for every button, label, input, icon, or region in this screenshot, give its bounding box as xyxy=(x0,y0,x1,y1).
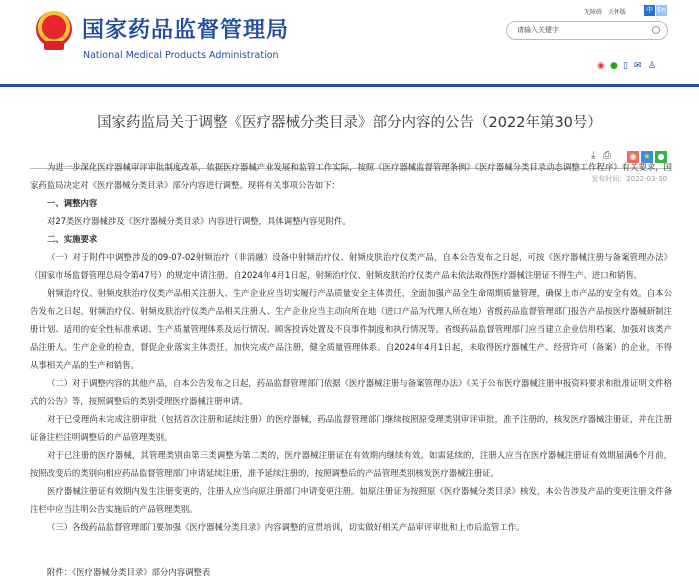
search-input[interactable] xyxy=(506,21,668,40)
download-icon[interactable]: ⤓ xyxy=(591,150,596,161)
national-emblem-logo[interactable] xyxy=(36,11,72,47)
section-heading: 一、调整内容 xyxy=(47,198,98,208)
wechat-icon[interactable]: ● xyxy=(610,61,618,71)
attachment-link[interactable]: 附件：《医疗器械分类目录》部分内容调整表 xyxy=(47,567,211,577)
section-heading: 二、实施要求 xyxy=(47,234,98,244)
accessibility-link[interactable]: 无障碍 xyxy=(584,9,603,16)
page-title: 国家药监局关于调整《医疗器械分类目录》部分内容的公告（2022年第30号） xyxy=(97,115,602,131)
mobile-icon[interactable]: ▯ xyxy=(623,61,628,71)
lang-en-button[interactable]: En xyxy=(657,6,666,14)
paragraph: 射频治疗仪、射频皮肤治疗仪类产品相关注册人、生产企业应当切实履行产品质量安全主体责任，全面加强产品全生命周期质量管理，确保上市产品的安全有效。自本公告发布之日起，射频治疗仪、射频皮肤治疗仪类产品相关注册人、生产企业应当主动向所在地（进口产品为代理人所在地）省级药品监督管理部门报告产品按医疗器械研制注册计划、适用的安全性标准承诺、生产质量管理体系及运行情况、顾客投诉处置及不良事件制度和执行情况等。省级药品监督管理部门应当建立企业信用档案，加强对该类产品注册人、生产企业的检查，督促企业落实主体责任，加快完成产品注册，健全质量管理体系。自2024年4月1日起，未取得医疗器械生产、经营许可（备案）的企业，不得从事相关产品的生产和销售。 xyxy=(30,288,672,370)
header-divider xyxy=(0,84,699,87)
user-icon[interactable]: ♙ xyxy=(648,61,657,71)
paragraph: 对于已受理尚未完成注册审批（包括首次注册和延续注册）的医疗器械，药品监督管理部门继续按照原受理类别审评审批，准予注册的，核发医疗器械注册证，并在注册证备注栏注明调整后的产品管理类别。 xyxy=(30,414,672,442)
paragraph: （三）各级药品监督管理部门要加强《医疗器械分类目录》内容调整的宣贯培训，切实做好相关产品审评审批和上市后监管工作。 xyxy=(47,522,525,532)
date-label: 发布时间： xyxy=(591,175,627,183)
search-placeholder: 请输入关键字 xyxy=(517,26,559,34)
site-name-en[interactable]: National Medical Products Administration xyxy=(83,50,279,61)
print-icon[interactable]: ⎙ xyxy=(603,150,611,161)
mail-icon[interactable]: ✉ xyxy=(634,61,642,71)
lang-cn-button[interactable]: 中 xyxy=(646,6,653,14)
site-name-cn[interactable]: 国家药品监督管理局 xyxy=(82,18,290,43)
elder-mode-link[interactable]: 关怀版 xyxy=(608,9,627,16)
share-wechat-icon[interactable]: ● xyxy=(655,151,667,163)
share-weibo-icon[interactable]: ◉ xyxy=(627,151,639,163)
paragraph: 医疗器械注册证有效期内发生注册变更的，注册人应当向原注册部门申请变更注册。如原注册证为按照原《医疗器械分类目录》核发，本公告涉及产品的变更注册文件备注栏中应当注明公告实施后的产品管理类别。 xyxy=(30,486,672,514)
date-value: 2022-03-30 xyxy=(626,175,667,183)
paragraph: 对于已注册的医疗器械，其管理类别由第三类调整为第二类的，医疗器械注册证在有效期内继续有效。如需延续的，注册人应当在医疗器械注册证有效期届满6个月前，按照改变后的类别向相应药品监督管理部门申请延续注册，准予延续注册的，按照调整后的产品管理类别核发医疗器械注册证。 xyxy=(30,450,672,478)
share-favorite-icon[interactable]: ★ xyxy=(641,151,653,163)
paragraph: 为进一步深化医疗器械审评审批制度改革，依据医疗器械产业发展和监管工作实际，按照《医疗器械监督管理条例》《医疗器械分类目录动态调整工作程序》有关要求，国家药监局决定对《医疗器械分类目录》部分内容进行调整。现将有关事项公告如下： xyxy=(30,162,672,190)
search-icon[interactable] xyxy=(652,26,660,34)
paragraph: 对27类医疗器械涉及《医疗器械分类目录》内容进行调整，具体调整内容见附件。 xyxy=(47,216,351,226)
weibo-icon[interactable]: ◉ xyxy=(597,61,605,71)
paragraph: （一）对于附件中调整涉及的09-07-02射频治疗（非消融）设备中射频治疗仪、射频皮肤治疗仪类产品，自本公告发布之日起，可按《医疗器械注册与备案管理办法》（国家市场监督管理总局令第47号）的规定申请注册。自2024年4月1日起，射频治疗仪、射频皮肤治疗仪类产品未依法取得医疗器械注册证不得生产、进口和销售。 xyxy=(30,252,672,280)
site-header xyxy=(0,0,699,84)
article-body xyxy=(30,158,672,581)
paragraph: （二）对于调整内容的其他产品，自本公告发布之日起，药品监督管理部门依据《医疗器械注册与备案管理办法》《关于公布医疗器械注册申报资料要求和批准证明文件格式的公告》等，按照调整后的类别受理医疗器械注册申请。 xyxy=(30,378,672,406)
